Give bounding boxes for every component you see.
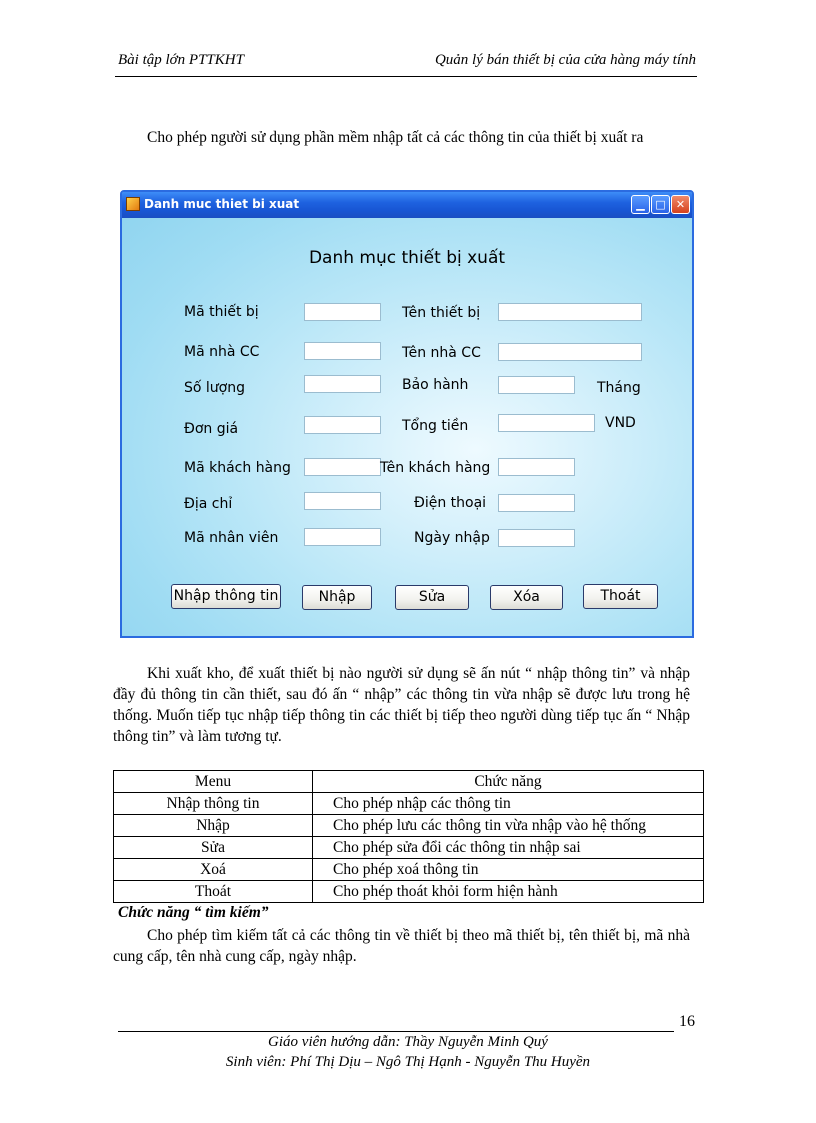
search-heading: Chức năng “ tìm kiếm” xyxy=(118,904,269,921)
minimize-icon[interactable]: ▁ xyxy=(631,195,650,214)
label-bao-hanh: Bảo hành xyxy=(402,377,469,393)
don-gia-input[interactable] xyxy=(304,416,381,434)
page-number: 16 xyxy=(679,1013,695,1030)
form-window xyxy=(120,190,694,638)
dia-chi-input[interactable] xyxy=(304,492,381,510)
window-titlebar[interactable] xyxy=(122,192,692,218)
body-paragraph xyxy=(113,663,690,747)
tong-tien-input[interactable] xyxy=(498,414,595,432)
table-row xyxy=(114,837,704,859)
table-cell-function: Cho phép nhập các thông tin xyxy=(313,793,704,815)
label-ten-nha-cc: Tên nhà CC xyxy=(402,345,481,361)
nhap-thong-tin-button[interactable]: Nhập thông tin xyxy=(171,584,281,609)
table-row xyxy=(114,859,704,881)
label-dien-thoai: Điện thoại xyxy=(414,495,487,511)
ma-nha-cc-input[interactable] xyxy=(304,342,381,360)
table-row xyxy=(114,815,704,837)
label-thang: Tháng xyxy=(597,380,641,396)
label-vnd: VND xyxy=(605,415,636,431)
label-ma-nhan-vien: Mã nhân viên xyxy=(184,530,279,546)
ma-thiet-bi-input[interactable] xyxy=(304,303,381,321)
table-cell-menu: Xoá xyxy=(114,859,313,881)
xoa-button[interactable]: Xóa xyxy=(490,585,563,610)
label-ma-thiet-bi: Mã thiết bị xyxy=(184,304,259,320)
function-table xyxy=(113,770,704,903)
table-header-menu: Menu xyxy=(114,771,313,793)
table-cell-menu: Nhập xyxy=(114,815,313,837)
footer-advisor: Giáo viên hướng dẫn: Thầy Nguyễn Minh Quý xyxy=(268,1034,548,1050)
label-ten-khach-hang: Tên khách hàng xyxy=(380,460,491,476)
table-header-row xyxy=(114,771,704,793)
ten-khach-hang-input[interactable] xyxy=(498,458,575,476)
bao-hanh-input[interactable] xyxy=(498,376,575,394)
ma-khach-hang-input[interactable] xyxy=(304,458,381,476)
dien-thoai-input[interactable] xyxy=(498,494,575,512)
close-icon[interactable]: ✕ xyxy=(671,195,690,214)
table-cell-function: Cho phép thoát khỏi form hiện hành xyxy=(313,881,704,903)
table-row xyxy=(114,881,704,903)
nhap-button[interactable]: Nhập xyxy=(302,585,372,610)
so-luong-input[interactable] xyxy=(304,375,381,393)
label-ngay-nhap: Ngày nhập xyxy=(414,530,490,546)
intro-paragraph xyxy=(113,127,690,148)
app-icon xyxy=(126,197,140,211)
table-cell-function: Cho phép sửa đổi các thông tin nhập sai xyxy=(313,837,704,859)
table-cell-menu: Sửa xyxy=(114,837,313,859)
header-right: Quản lý bán thiết bị của cửa hàng máy tính xyxy=(434,52,696,68)
label-tong-tien: Tổng tiền xyxy=(402,418,469,434)
table-cell-menu: Thoát xyxy=(114,881,313,903)
label-don-gia: Đơn giá xyxy=(184,421,239,437)
ngay-nhap-input[interactable] xyxy=(498,529,575,547)
label-ten-thiet-bi: Tên thiết bị xyxy=(402,305,481,321)
table-cell-function: Cho phép xoá thông tin xyxy=(313,859,704,881)
label-ma-khach-hang: Mã khách hàng xyxy=(184,460,291,476)
form-heading: Danh mục thiết bị xuất xyxy=(308,248,506,268)
header-rule xyxy=(115,76,697,77)
ten-thiet-bi-input[interactable] xyxy=(498,303,642,321)
window-title: Danh muc thiet bi xuat xyxy=(144,197,300,211)
maximize-icon[interactable]: □ xyxy=(651,195,670,214)
table-cell-menu: Nhập thông tin xyxy=(114,793,313,815)
table-row xyxy=(114,793,704,815)
thoat-button[interactable]: Thoát xyxy=(583,584,658,609)
table-header-function: Chức năng xyxy=(313,771,704,793)
header-left: Bài tập lớn PTTKHT xyxy=(118,52,244,68)
search-text: Cho phép tìm kiếm tất cả các thông tin về thiết bị theo mã thiết bị, tên thiết bị, mã nhà cung cấp, tên nhà cung cấp, ngày nhập. xyxy=(113,927,690,965)
ten-nha-cc-input[interactable] xyxy=(498,343,642,361)
label-dia-chi: Địa chỉ xyxy=(184,496,233,512)
label-ma-nha-cc: Mã nhà CC xyxy=(184,344,260,360)
footer-students: Sinh viên: Phí Thị Dịu – Ngô Thị Hạnh - Nguyễn Thu Huyền xyxy=(225,1054,591,1070)
footer-rule xyxy=(118,1031,674,1032)
body-text: Khi xuất kho, để xuất thiết bị nào người sử dụng sẽ ấn nút “ nhập thông tin” và nhập đầy đủ thông tin cần thiết, sau đó ấn “ nhập” các thông tin vừa nhập sẽ được lưu trong hệ thống. Muốn tiếp tục nhập tiếp thông tin các thiết bị tiếp theo người dùng tiếp tục ấn “ Nhập thông tin” và làm tương tự. xyxy=(113,665,690,745)
table-cell-function: Cho phép lưu các thông tin vừa nhập vào hệ thống xyxy=(313,815,704,837)
label-so-luong: Số lượng xyxy=(184,380,245,396)
intro-text: Cho phép người sử dụng phần mềm nhập tất cả các thông tin của thiết bị xuất ra xyxy=(147,129,644,146)
search-paragraph xyxy=(113,925,690,967)
ma-nhan-vien-input[interactable] xyxy=(304,528,381,546)
sua-button[interactable]: Sửa xyxy=(395,585,469,610)
